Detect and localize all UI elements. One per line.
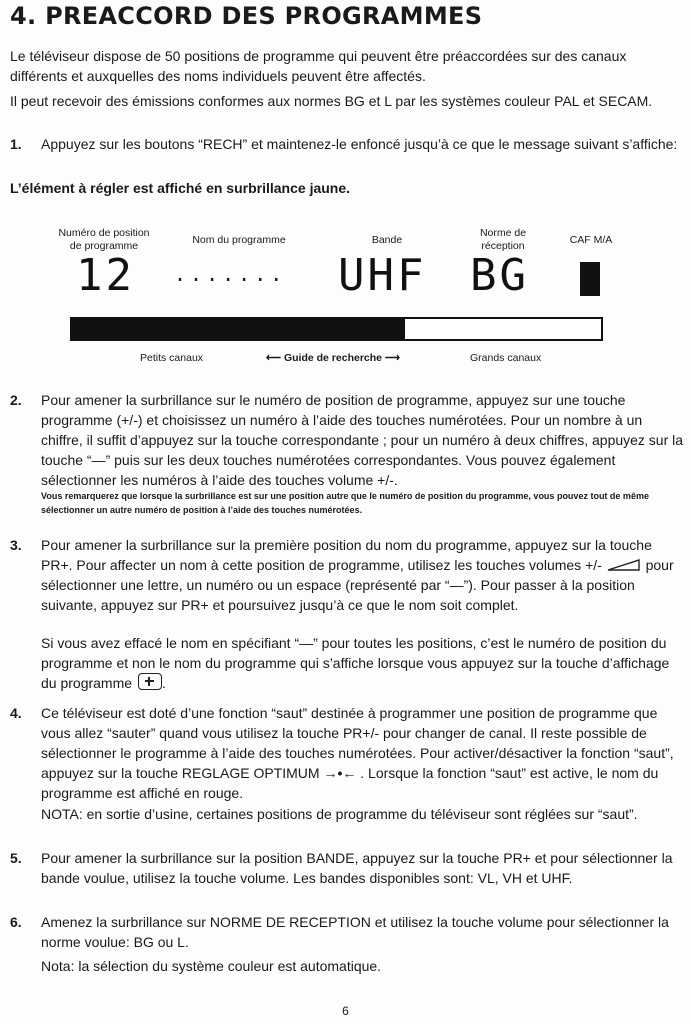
label-band: Bande: [371, 234, 403, 246]
scale-small-channels: Petits canaux: [140, 352, 204, 364]
intro-paragraph-1: Le téléviseur dispose de 50 positions de programme qui peuvent être préaccordées sur des canaux différents et auxquelles des noms individuels peuvent être affectés.: [10, 48, 627, 84]
display-program-name: .......: [174, 262, 287, 286]
search-guide-bar: [70, 317, 603, 341]
step-6-text: Amenez la surbrillance sur NORME DE RECEPTION et utilisez la touche volume pour sélectionner la norme voulue: BG ou L.: [41, 914, 669, 950]
page-title: 4. PREACCORD DES PROGRAMMES: [10, 2, 483, 30]
intro-paragraph-2: Il peut recevoir des émissions conformes aux normes BG et L par les systèmes couleur PAL et SECAM.: [10, 93, 653, 109]
step-1-text: Appuyez sur les boutons “RECH” et maintenez-le enfoncé jusqu’à ce que le message suivant s’affiche:: [41, 136, 678, 152]
step-4-nota: NOTA: en sortie d’usine, certaines positions de programme du téléviseur sont réglées sur “saut”.: [41, 806, 638, 822]
step-5-text: Pour amener la surbrillance sur la position BANDE, appuyez sur la touche PR+ et pour sélectionner la bande voulue, utilisez la touche volume. Les bandes disponibles sont: VL, VH et UHF.: [41, 850, 673, 886]
display-position: 12: [76, 250, 135, 301]
label-reception-norm: Norme de réception: [479, 227, 527, 252]
step-4-text: Ce téléviseur est doté d’une fonction “saut” destinée à programmer une position de programme que vous allez “sauter” quand vous utilisez la touche PR+/- pour changer de canal. Il reste possible de sélectionner le programme à l’aide des touches numérotées. Pour activer/désactiver la fonction “saut”, appuyez sur la touche REGLAGE OPTIMUM →•← . Lorsque la fonction “saut” est active, le nom du programme est affiché en rouge.: [41, 705, 674, 801]
step-3-number: 3.: [10, 537, 22, 553]
label-position: Numéro de position de programme: [58, 227, 150, 252]
label-caf: CAF M/A: [569, 234, 613, 246]
volume-wedge-icon: [606, 558, 642, 572]
step-2-small-note: Vous remarquerez que lorsque la surbrillance est sur une position autre que le numéro de position du programme, vous pouvez tout de même sélectionner un autre numéro de position à l’aide des touches numérotées.: [41, 491, 649, 515]
step-6-number: 6.: [10, 914, 22, 930]
step-2-number: 2.: [10, 392, 22, 408]
display-norm: BG: [470, 250, 529, 301]
search-guide-bar-fill: [72, 319, 405, 339]
label-program-name: Nom du programme: [192, 234, 286, 246]
highlight-note: L’élément à régler est affiché en surbrillance jaune.: [10, 180, 351, 196]
scale-search-guide: ⟵ Guide de recherche ⟶: [266, 352, 400, 364]
step-2-text: Pour amener la surbrillance sur le numéro de position de programme, appuyez sur une touche programme (+/-) et choisissez un numéro à l’aide des touches numérotées. Pour un nombre à un chiffre, il suffit d’appuyez sur la touche correspondante ; pour un numéro à deux chiffres, appuyez sur la touche “—” puis sur les deux touches numérotées correspondantes. Vous pouvez également sélectionner les numéros à l’aide des touches volume +/-.: [41, 392, 684, 488]
program-display-key-icon: [138, 673, 162, 690]
step-6-nota: Nota: la sélection du système couleur est automatique.: [41, 958, 382, 974]
optimum-tuning-icon: →•←: [323, 765, 357, 781]
page-number: 6: [342, 1004, 349, 1018]
step-3-text: Pour amener la surbrillance sur la première position du nom du programme, appuyez sur la touche PR+. Pour affecter un nom à cette position de programme, utilisez les touches volumes +/- pour sélectionner une lettre, un numéro ou un espace (représenté par “—”). Pour passer à la position suivante, appuyez sur PR+ et poursuivez jusqu’à ce que le nom soit complet.: [41, 537, 674, 613]
step-4-number: 4.: [10, 705, 22, 721]
scale-large-channels: Grands canaux: [470, 352, 542, 364]
caf-indicator: [580, 262, 600, 296]
step-1-number: 1.: [10, 136, 22, 152]
step-3-paragraph-2: Si vous avez effacé le nom en spécifiant “—” pour toutes les positions, c’est le numéro de position du programme et non le nom du programme qui s’affiche lorsque vous appuyez sur la touche d’affichage du programme .: [41, 635, 670, 691]
step-5-number: 5.: [10, 850, 22, 866]
display-band: UHF: [338, 250, 427, 301]
